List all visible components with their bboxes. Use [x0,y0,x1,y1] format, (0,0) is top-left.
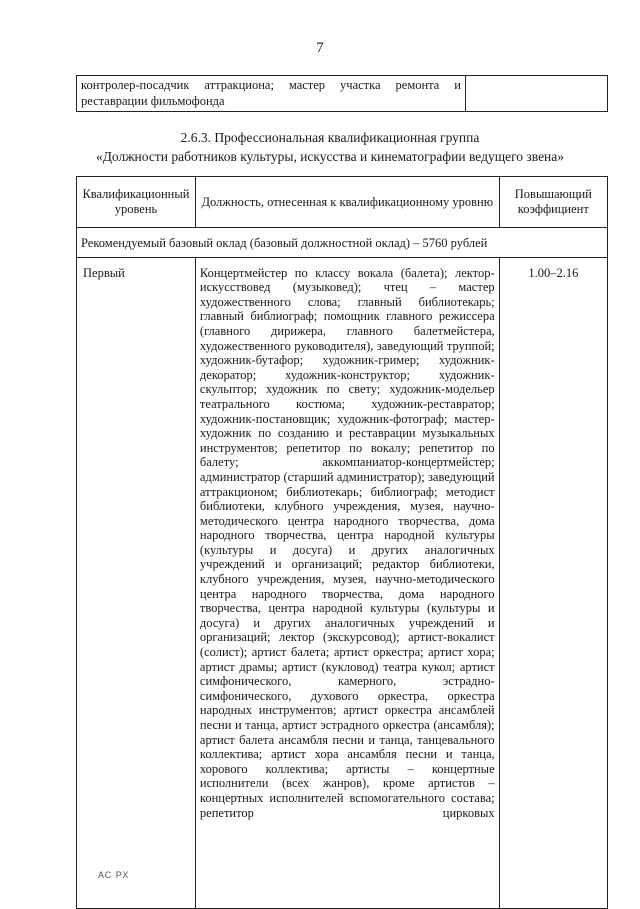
level-cell: Первый [77,257,196,908]
table-header-row [77,177,608,228]
continuation-text: контролер-посадчик аттракциона; мастер участка ремонта и реставрации фильмофонда [77,76,466,112]
section-heading [40,128,620,166]
section-heading-line2: «Должности работников культуры, искусства и кинематографии ведущего звена» [95,149,565,164]
coefficient-cell: 1.00–2.16 [499,257,607,908]
table-row [77,76,608,112]
continuation-table [76,75,608,112]
qualification-table [76,176,608,909]
footer-stamp: АС РХ [98,870,130,880]
salary-note: Рекомендуемый базовый оклад (базовый должностной оклад) – 5760 рублей [77,228,608,258]
salary-row [77,228,608,258]
table-row [77,257,608,908]
positions-cell: Концертмейстер по классу вокала (балета); лектор-искусствовед (музыковед); чтец – мастер художественного слова; главный библиотекарь; главный библиограф; помощник главного режиссера (главного дирижера, главного балетмейстера, художественного руководителя), заведующий труппой; художник-бутафор; художник-гример; художник-декоратор; художник-конструктор; художник-скульптор; художник по свету; художник-модельер театрального костюма; художник-реставратор; художник-постановщик; художник-фотограф; мастер-художник по созданию и реставрации музыкальных инструментов; репетитор по вокалу; репетитор по балету; аккомпаниатор-концертмейстер; администратор (старший администратор); заведующий аттракционом; библиотекарь; библиограф; методист библиотеки, клубного учреждения, музея, научно-методического центра народного творчества, дома народного творчества, центра народной культуры (культуры и досуга) и других аналогичных учреждений и организаций; редактор библиотеки, клубного учреждения, музея, научно-методического центра народного творчества, дома народного творчества, центра народной культуры (культуры и досуга) и других аналогичных учреждений и организаций; лектор (экскурсовод); артист-вокалист (солист); артист балета; артист оркестра; артист хора; артист драмы; артист (кукловод) театра кукол; артист симфонического, камерного, эстрадно-симфонического, духового оркестра, оркестра народных инструментов; артист оркестра ансамблей песни и танца, артист эстрадного оркестра (ансамбля); артист балета ансамбля песни и танца, танцевального коллектива; артист хора ансамбля песни и танца, хорового коллектива; артисты – концертные исполнители (всех жанров), кроме артистов – концертных исполнителей вспомогательного состава; репетитор цирковых [195,257,499,908]
page-number: 7 [316,40,324,56]
continuation-empty-cell [466,76,608,112]
header-level: Квалификационный уровень [77,177,196,228]
header-coefficient: Повышающий коэффициент [499,177,607,228]
section-heading-line1: 2.6.3. Профессиональная квалификационная группа [180,130,480,145]
header-position: Должность, отнесенная к квалификационному уровню [195,177,499,228]
